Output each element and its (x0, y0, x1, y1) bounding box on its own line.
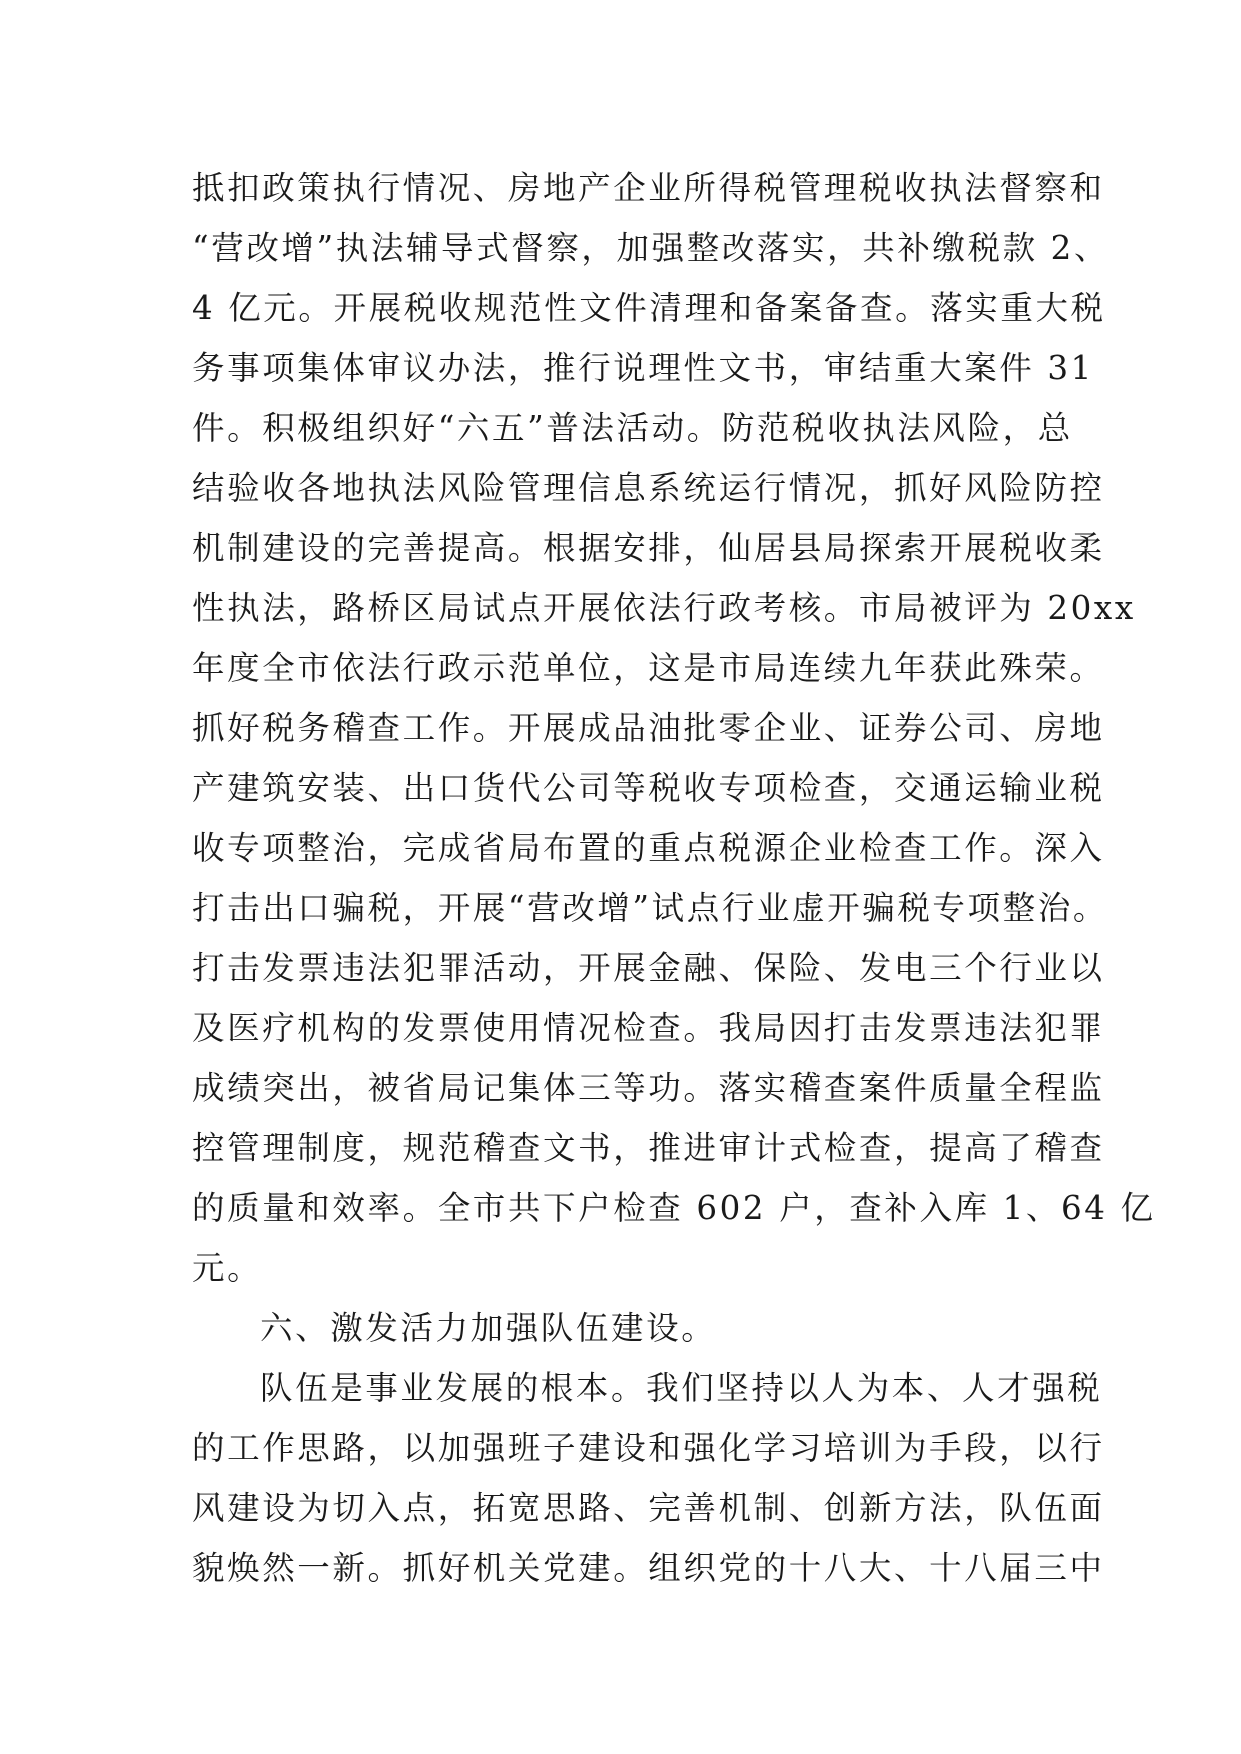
text-line: “营改增”执法辅导式督察，加强整改落实，共补缴税款 2、 (192, 229, 1110, 267)
body-text (192, 158, 1156, 1598)
text-line: 的工作思路，以加强班子建设和强化学习培训为手段，以行 (192, 1429, 1105, 1467)
section-heading: 六、激发活力加强队伍建设。 (260, 1309, 717, 1347)
text-line: 件。积极组织好“六五”普法活动。防范税收执法风险，总 (192, 409, 1073, 447)
text-line: 的质量和效率。全市共下户检查 602 户，查补入库 1、64 亿 (192, 1189, 1156, 1227)
text-line: 产建筑安装、出口货代公司等税收专项检查，交通运输业税 (192, 769, 1105, 807)
text-line: 元。 (192, 1249, 263, 1287)
text-line: 收专项整治，完成省局布置的重点税源企业检查工作。深入 (192, 829, 1105, 867)
text-line: 控管理制度，规范稽查文书，推进审计式检查，提高了稽查 (192, 1129, 1105, 1167)
text-line: 性执法，路桥区局试点开展依法行政考核。市局被评为 20xx (192, 589, 1136, 627)
text-line: 及医疗机构的发票使用情况检查。我局因打击发票违法犯罪 (192, 1009, 1105, 1047)
text-line: 风建设为切入点，拓宽思路、完善机制、创新方法，队伍面 (192, 1489, 1105, 1527)
text-line: 结验收各地执法风险管理信息系统运行情况，抓好风险防控 (192, 469, 1105, 507)
paragraph-first-line: 队伍是事业发展的根本。我们坚持以人为本、人才强税 (260, 1369, 1103, 1407)
text-line: 年度全市依法行政示范单位，这是市局连续九年获此殊荣。 (192, 649, 1105, 687)
text-line: 成绩突出，被省局记集体三等功。落实稽查案件质量全程监 (192, 1069, 1105, 1107)
text-line: 打击出口骗税，开展“营改增”试点行业虚开骗税专项整治。 (192, 889, 1108, 927)
text-line: 貌焕然一新。抓好机关党建。组织党的十八大、十八届三中 (192, 1549, 1105, 1587)
text-line: 务事项集体审议办法，推行说理性文书，审结重大案件 31 (192, 349, 1094, 387)
text-line: 打击发票违法犯罪活动，开展金融、保险、发电三个行业以 (192, 949, 1105, 987)
text-line: 抓好税务稽查工作。开展成品油批零企业、证券公司、房地 (192, 709, 1105, 747)
text-line: 4 亿元。开展税收规范性文件清理和备案备查。落实重大税 (192, 289, 1106, 327)
text-line: 机制建设的完善提高。根据安排，仙居县局探索开展税收柔 (192, 529, 1105, 567)
text-line: 抵扣政策执行情况、房地产企业所得税管理税收执法督察和 (192, 169, 1105, 207)
